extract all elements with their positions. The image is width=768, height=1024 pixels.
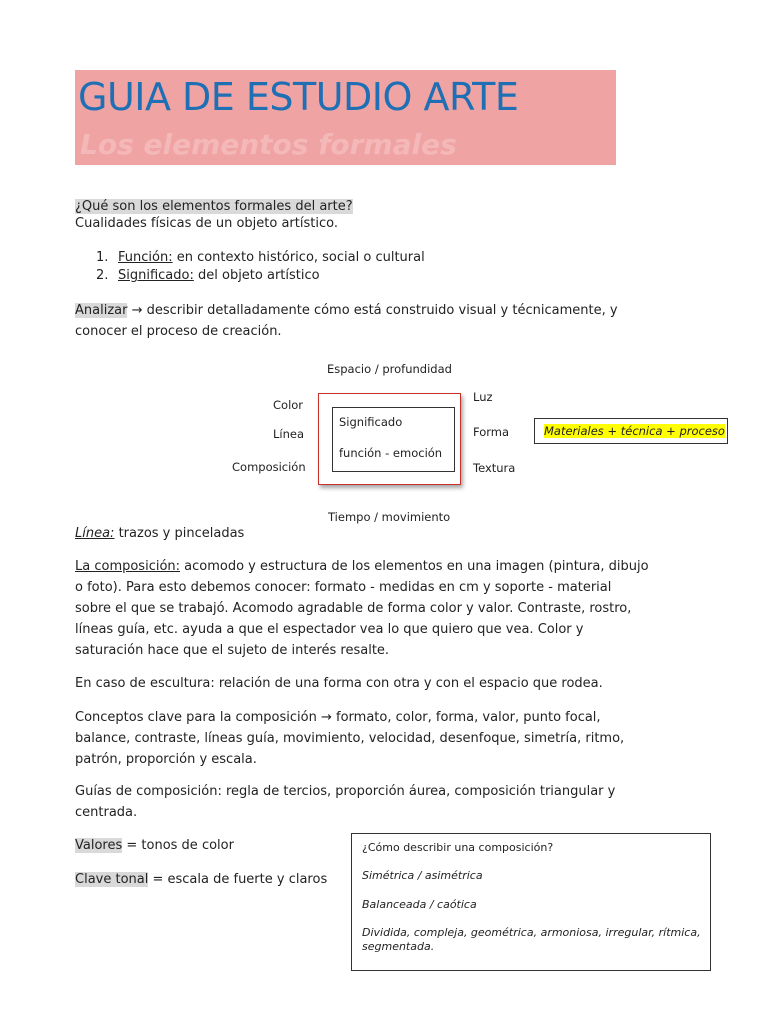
analizar-paragraph: Analizar → describir detalladamente cómo está construido visual y técnicamente, y conocer el proceso de creación. xyxy=(75,303,618,339)
clave-term: Clave tonal xyxy=(75,872,149,887)
page-title: GUIA DE ESTUDIO ARTE xyxy=(78,75,519,119)
materials-note-box xyxy=(534,418,728,444)
intro-block xyxy=(75,196,353,234)
diagram-right-label: Forma xyxy=(473,425,510,439)
materials-note: Materiales + técnica + proceso xyxy=(544,424,725,438)
describe-box-item: segmentada. xyxy=(362,940,435,953)
list-term: Función: xyxy=(118,250,173,265)
valores-paragraph: Valores = tonos de color xyxy=(75,838,234,853)
describe-box-item: Balanceada / caótica xyxy=(362,898,477,911)
diagram-left-label: Línea xyxy=(273,427,305,441)
diagram-right-label: Textura xyxy=(473,461,516,475)
diagram-left-label: Composición xyxy=(232,460,306,474)
list-item: 1. Función: en contexto histórico, social o cultural xyxy=(96,250,425,265)
conceptos-paragraph: Conceptos clave para la composición → formato, color, forma, valor, punto focal, balance, contraste, líneas guía, movimiento, velocidad, desenfoque, simetría, ritmo, patrón, proporción y escala. xyxy=(75,710,625,767)
analizar-term: Analizar xyxy=(75,303,128,318)
describe-box-item: Dividida, compleja, geométrica, armoniosa, irregular, rítmica, xyxy=(362,926,701,939)
page-subtitle: Los elementos formales xyxy=(80,128,457,161)
intro-answer: Cualidades físicas de un objeto artístico. xyxy=(75,216,338,231)
linea-term: Línea: xyxy=(75,526,115,541)
linea-paragraph: Línea: trazos y pinceladas xyxy=(75,526,245,541)
intro-question: ¿Qué son los elementos formales del arte? xyxy=(75,199,353,214)
describe-box-item: Simétrica / asimétrica xyxy=(362,869,483,882)
numbered-list xyxy=(96,249,425,285)
diagram-top-label: Espacio / profundidad xyxy=(327,362,452,376)
clave-paragraph: Clave tonal = escala de fuerte y claros xyxy=(75,872,328,887)
diagram-bottom-label: Tiempo / movimiento xyxy=(328,510,451,524)
diagram-center-label: función - emoción xyxy=(339,446,443,460)
valores-term: Valores xyxy=(75,838,123,853)
composicion-term: La composición: xyxy=(75,559,181,574)
diagram-left-label: Color xyxy=(273,398,304,412)
describe-composition-box xyxy=(351,833,711,971)
composicion-paragraph: La composición: acomodo y estructura de los elementos en una imagen (pintura, dibujo o foto). Para esto debemos conocer: formato - medidas en cm y soporte - material sobre el que se trabajó. Acomodo agradable de forma color y valor. Contraste, rostro, líneas guía, etc. ayuda a que el espectador vea lo que quiero que vea. Color y saturación hace que el sujeto de interés resalte. xyxy=(75,559,649,658)
escultura-paragraph: En caso de escultura: relación de una forma con otra y con el espacio que rodea. xyxy=(75,676,603,691)
list-item: 2. Significado: del objeto artístico xyxy=(96,268,320,283)
diagram-center-label: Significado xyxy=(339,415,403,429)
list-term: Significado: xyxy=(118,268,194,283)
guias-paragraph: Guías de composición: regla de tercios, proporción áurea, composición triangular y centrada. xyxy=(75,784,616,820)
diagram-right-label: Luz xyxy=(473,390,493,404)
describe-box-title: ¿Cómo describir una composición? xyxy=(362,841,554,854)
